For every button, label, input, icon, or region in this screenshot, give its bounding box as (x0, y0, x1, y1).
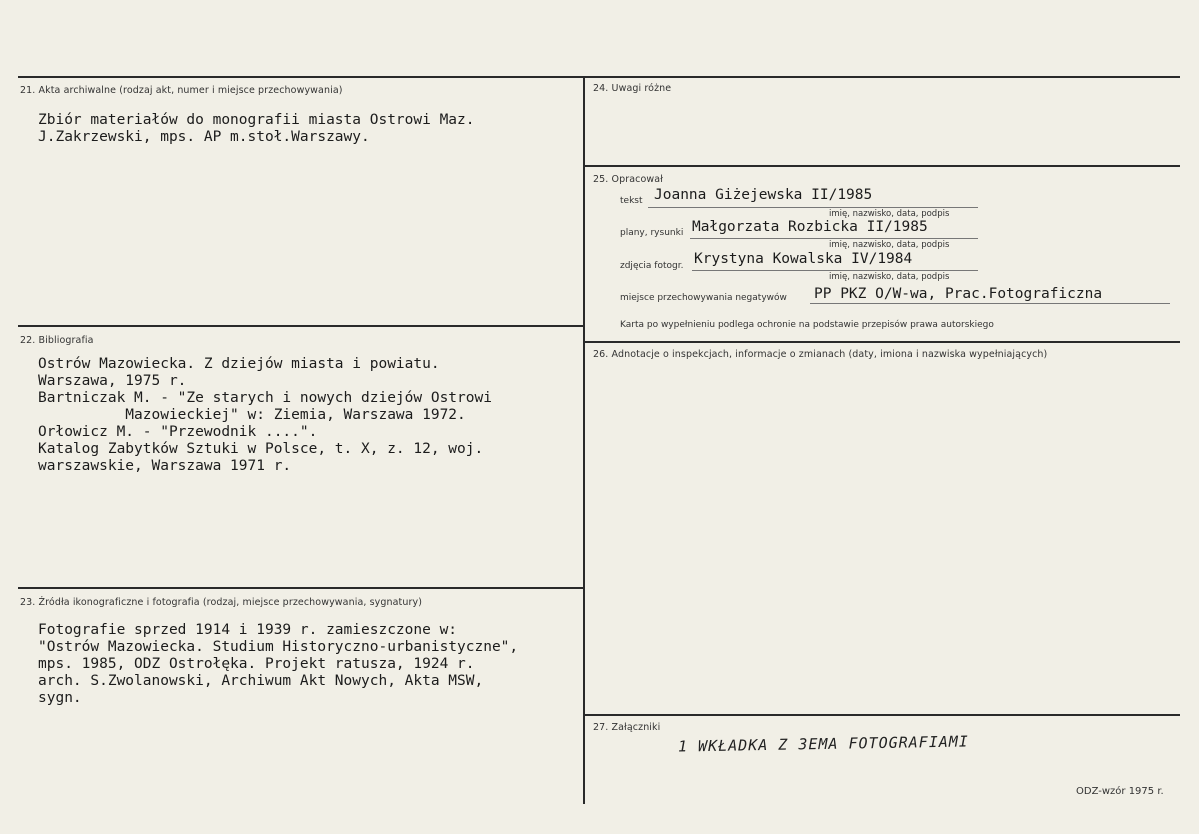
plany-label: plany, rysunki (620, 228, 684, 238)
caption-1: imię, nazwisko, data, podpis (829, 209, 950, 219)
section-21-label: 21. Akta archiwalne (rodzaj akt, numer i miejsce przechowywania) (20, 85, 343, 96)
section-22-line-4: Mazowieckiej" w: Ziemia, Warszawa 1972. (38, 407, 466, 423)
section-26-label: 26. Adnotacje o inspekcjach, informacje o zmianach (daty, imiona i nazwiska wypełniających) (593, 349, 1048, 360)
section-23-line-1: Fotografie sprzed 1914 i 1939 r. zamieszczone w: (38, 622, 458, 638)
plany-value: Małgorzata Rozbicka II/1985 (692, 219, 928, 235)
section-24-label: 24. Uwagi różne (593, 83, 672, 94)
plany-underline (690, 238, 978, 239)
section-23-label: 23. Źródła ikonograficzne i fotografia (rodzaj, miejsce przechowywania, sygnatury) (20, 597, 423, 608)
form-version: ODZ-wzór 1975 r. (1076, 786, 1164, 797)
section-21-line-1: Zbiór materiałów do monografii miasta Ostrowi Maz. (38, 112, 475, 128)
rule-right-26 (584, 341, 1180, 343)
section-23-line-5: sygn. (38, 690, 82, 706)
tekst-underline (648, 207, 978, 208)
section-22-line-5: Orłowicz M. - "Przewodnik ....". (38, 424, 318, 440)
negatywy-value: PP PKZ O/W-wa, Prac.Fotograficzna (814, 286, 1103, 302)
zdjecia-value: Krystyna Kowalska IV/1984 (694, 251, 913, 267)
section-22-label: 22. Bibliografia (20, 335, 94, 346)
rule-left-23 (18, 587, 584, 589)
caption-2: imię, nazwisko, data, podpis (829, 240, 950, 250)
negatywy-label: miejsce przechowywania negatywów (620, 293, 787, 303)
section-22-line-1: Ostrów Mazowiecka. Z dziejów miasta i powiatu. (38, 356, 440, 372)
zdjecia-underline (692, 270, 978, 271)
zdjecia-label: zdjęcia fotogr. (620, 261, 684, 271)
tekst-label: tekst (620, 196, 643, 206)
section-27-label: 27. Załączniki (593, 722, 661, 733)
negatywy-underline (810, 303, 1170, 304)
section-23-line-2: "Ostrów Mazowiecka. Studium Historyczno-urbanistyczne", (38, 639, 519, 655)
center-divider (583, 76, 585, 804)
caption-3: imię, nazwisko, data, podpis (829, 272, 950, 282)
section-22-line-3: Bartniczak M. - "Ze starych i nowych dziejów Ostrowi (38, 390, 492, 406)
section-22-line-2: Warszawa, 1975 r. (38, 373, 187, 389)
section-22-line-6: Katalog Zabytków Sztuki w Polsce, t. X, z. 12, woj. (38, 441, 484, 457)
rule-left-22 (18, 325, 584, 327)
section-25-label: 25. Opracował (593, 174, 663, 185)
section-22-line-7: warszawskie, Warszawa 1971 r. (38, 458, 292, 474)
handwritten-attachment-note: 1 WKŁADKA Z 3EMA FOTOGRAFIAMI (677, 732, 970, 756)
section-23-line-3: mps. 1985, ODZ Ostrołęka. Projekt ratusza, 1924 r. (38, 656, 475, 672)
tekst-value: Joanna Giżejewska II/1985 (654, 187, 873, 203)
rule-right-25 (584, 165, 1180, 167)
section-23-line-4: arch. S.Zwolanowski, Archiwum Akt Nowych, Akta MSW, (38, 673, 484, 689)
copyright-note: Karta po wypełnieniu podlega ochronie na podstawie przepisów prawa autorskiego (620, 320, 994, 330)
top-rule (18, 76, 1180, 78)
rule-right-27 (584, 714, 1180, 716)
section-21-line-2: J.Zakrzewski, mps. AP m.stoł.Warszawy. (38, 129, 370, 145)
